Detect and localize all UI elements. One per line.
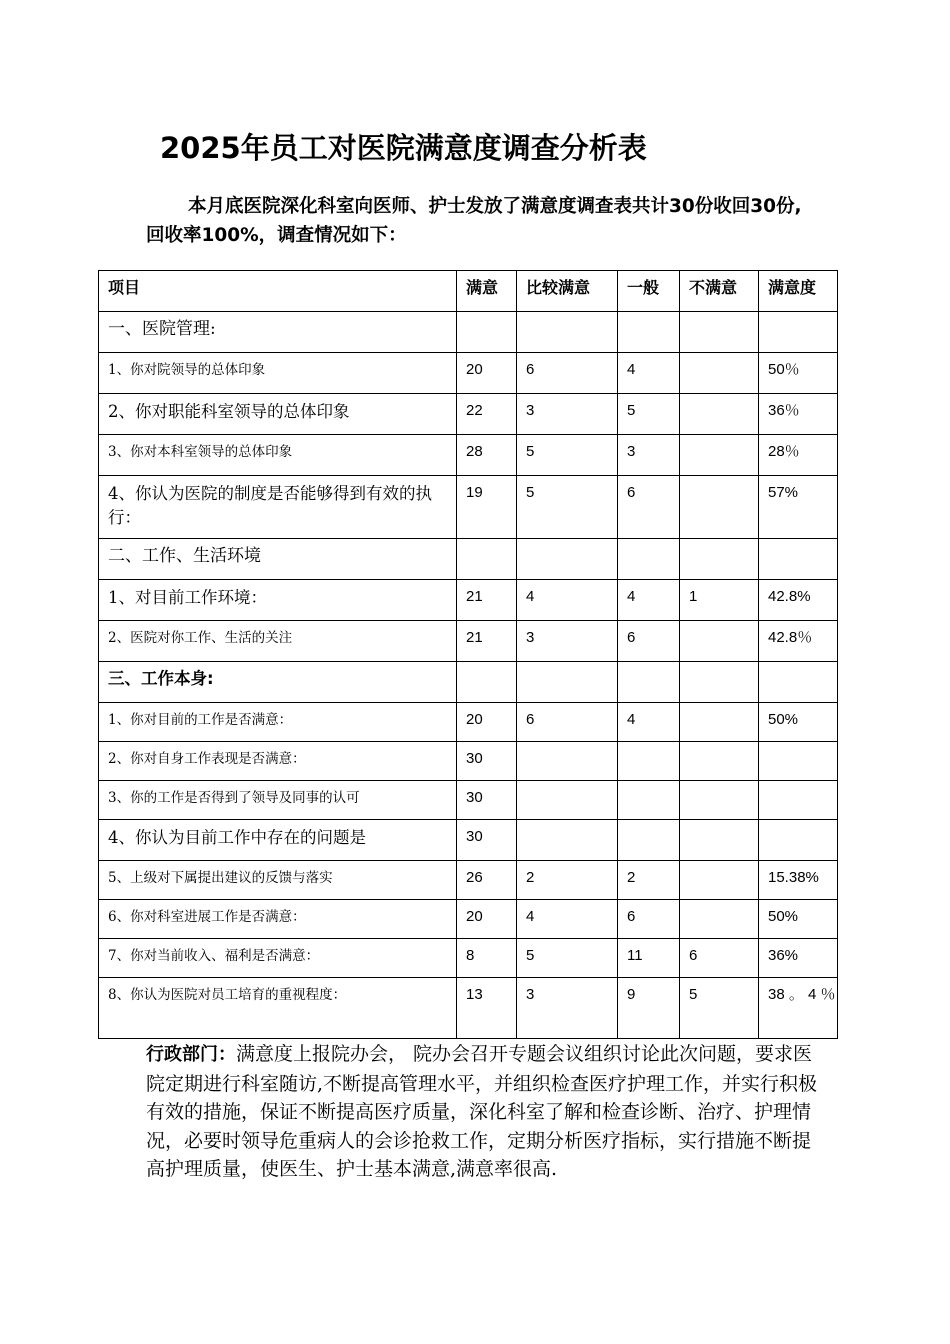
row-v1-cell: 20 [457,353,517,394]
row-rate-cell [759,662,838,703]
table-row [99,662,838,703]
row-item-cell: 1、对目前工作环境： [99,580,457,621]
row-v3-cell [618,539,680,580]
row-rate-cell: 38 。 4 ％ [759,978,838,1039]
header-cell-fairly-satisfied: 比较满意 [517,271,618,312]
row-v4-cell: 5 [680,978,759,1039]
row-item-cell: 8、你认为医院对员工培育的重视程度： [99,978,457,1039]
row-item-cell: 1、你对院领导的总体印象 [99,353,457,394]
row-v4-cell: 6 [680,939,759,978]
table-row [99,580,838,621]
table-row [99,353,838,394]
row-item-cell: 2、医院对你工作、生活的关注 [99,621,457,662]
table-row [99,621,838,662]
row-v1-cell [457,539,517,580]
row-rate-cell: 28％ [759,435,838,476]
row-v3-cell [618,742,680,781]
row-v3-cell [618,820,680,861]
row-v1-cell: 26 [457,861,517,900]
row-item-cell: 6、你对科室进展工作是否满意： [99,900,457,939]
row-v1-cell: 28 [457,435,517,476]
row-v1-cell: 30 [457,781,517,820]
row-item-cell: 2、你对自身工作表现是否满意： [99,742,457,781]
row-v1-cell: 19 [457,476,517,539]
table-row [99,978,838,1039]
survey-table-body [99,271,838,1039]
table-row [99,820,838,861]
row-v4-cell [680,476,759,539]
row-item-cell: 一、医院管理: [99,312,457,353]
row-rate-cell [759,742,838,781]
row-v4-cell [680,539,759,580]
row-item-cell: 三、工作本身: [99,662,457,703]
row-item-cell: 7、你对当前收入、福利是否满意： [99,939,457,978]
row-v1-cell: 21 [457,621,517,662]
row-v2-cell [517,820,618,861]
row-v3-cell: 6 [618,900,680,939]
row-v4-cell [680,703,759,742]
row-rate-cell: 50% [759,900,838,939]
row-v3-cell [618,662,680,703]
row-rate-cell: 42.8% [759,580,838,621]
row-v3-cell: 11 [618,939,680,978]
row-item-cell: 二、工作、生活环境 [99,539,457,580]
row-v3-cell: 6 [618,621,680,662]
row-rate-cell: 15.38% [759,861,838,900]
row-v2-cell: 4 [517,580,618,621]
row-v4-cell [680,394,759,435]
row-v3-cell: 4 [618,580,680,621]
row-v4-cell [680,353,759,394]
header-cell-dissatisfied: 不满意 [680,271,759,312]
row-v4-cell [680,781,759,820]
row-item-cell: 1、你对目前的工作是否满意： [99,703,457,742]
row-v3-cell: 3 [618,435,680,476]
row-item-cell: 3、你的工作是否得到了领导及同事的认可 [99,781,457,820]
row-v2-cell: 5 [517,939,618,978]
table-row [99,742,838,781]
row-v2-cell [517,312,618,353]
row-rate-cell: 42.8％ [759,621,838,662]
table-row [99,539,838,580]
row-v2-cell: 4 [517,900,618,939]
row-v3-cell: 6 [618,476,680,539]
page-title: 2025年员工对医院满意度调查分析表 [160,131,647,165]
row-v3-cell: 4 [618,703,680,742]
row-rate-cell [759,820,838,861]
row-v1-cell: 8 [457,939,517,978]
row-rate-cell: 57% [759,476,838,539]
intro-paragraph: 本月底医院深化科室向医师、护士发放了满意度调查表共计30份收回30份,回收率100%，调查情况如下： [146,196,802,246]
survey-table [98,270,838,1039]
header-cell-satisfied: 满意 [457,271,517,312]
row-v3-cell [618,781,680,820]
row-rate-cell: 36% [759,939,838,978]
row-item-cell: 5、上级对下属提出建议的反馈与落实 [99,861,457,900]
row-v4-cell [680,900,759,939]
table-row [99,861,838,900]
row-item-cell: 3、你对本科室领导的总体印象 [99,435,457,476]
row-v4-cell [680,861,759,900]
row-v4-cell [680,662,759,703]
row-v4-cell [680,621,759,662]
row-v2-cell: 3 [517,978,618,1039]
row-item-cell: 2、你对职能科室领导的总体印象 [99,394,457,435]
row-v1-cell: 30 [457,820,517,861]
header-cell-satisfaction-rate: 满意度 [759,271,838,312]
row-v2-cell: 6 [517,353,618,394]
table-row [99,476,838,539]
row-v3-cell: 9 [618,978,680,1039]
row-rate-cell [759,539,838,580]
row-v1-cell: 30 [457,742,517,781]
footer-lead: 行政部门： [146,1044,236,1065]
row-v2-cell: 3 [517,394,618,435]
row-v4-cell [680,820,759,861]
row-v3-cell: 2 [618,861,680,900]
row-v3-cell: 5 [618,394,680,435]
row-v1-cell: 22 [457,394,517,435]
row-v3-cell [618,312,680,353]
row-rate-cell [759,781,838,820]
row-v2-cell: 5 [517,435,618,476]
footer-paragraph [146,1040,826,1184]
footer-text: 满意度上报院办会， 院办会召开专题会议组织讨论此次问题，要求医院定期进行科室随访,不断提高管理水平，并组织检查医疗护理工作，并实行积极有效的措施，保证不断提高医疗质量，深化科室了解和检查诊断、治疗、护理情况，必要时领导危重病人的会诊抢救工作，定期分析医疗指标，实行措施不断提高护理质量，使医生、护士基本满意,满意率很高. [146,1043,818,1180]
table-row [99,900,838,939]
row-rate-cell: 50％ [759,353,838,394]
row-v1-cell [457,312,517,353]
table-row [99,394,838,435]
row-item-cell: 4、你认为目前工作中存在的问题是 [99,820,457,861]
row-v4-cell [680,742,759,781]
table-row [99,939,838,978]
table-row [99,703,838,742]
row-v2-cell: 6 [517,703,618,742]
table-header-row [99,271,838,312]
row-v2-cell [517,662,618,703]
row-v2-cell: 3 [517,621,618,662]
header-cell-average: 一般 [618,271,680,312]
row-v4-cell [680,312,759,353]
row-rate-cell: 50% [759,703,838,742]
table-row [99,781,838,820]
row-v2-cell: 5 [517,476,618,539]
row-v1-cell: 13 [457,978,517,1039]
row-v1-cell: 21 [457,580,517,621]
row-v1-cell [457,662,517,703]
row-v2-cell [517,781,618,820]
row-item-cell: 4、你认为医院的制度是否能够得到有效的执行： [99,476,457,539]
row-v1-cell: 20 [457,703,517,742]
row-rate-cell [759,312,838,353]
row-v2-cell [517,539,618,580]
row-v2-cell [517,742,618,781]
row-v1-cell: 20 [457,900,517,939]
table-row [99,312,838,353]
row-v4-cell: 1 [680,580,759,621]
row-v2-cell: 2 [517,861,618,900]
header-cell-item: 项目 [99,271,457,312]
table-row [99,435,838,476]
row-v3-cell: 4 [618,353,680,394]
row-v4-cell [680,435,759,476]
row-rate-cell: 36％ [759,394,838,435]
